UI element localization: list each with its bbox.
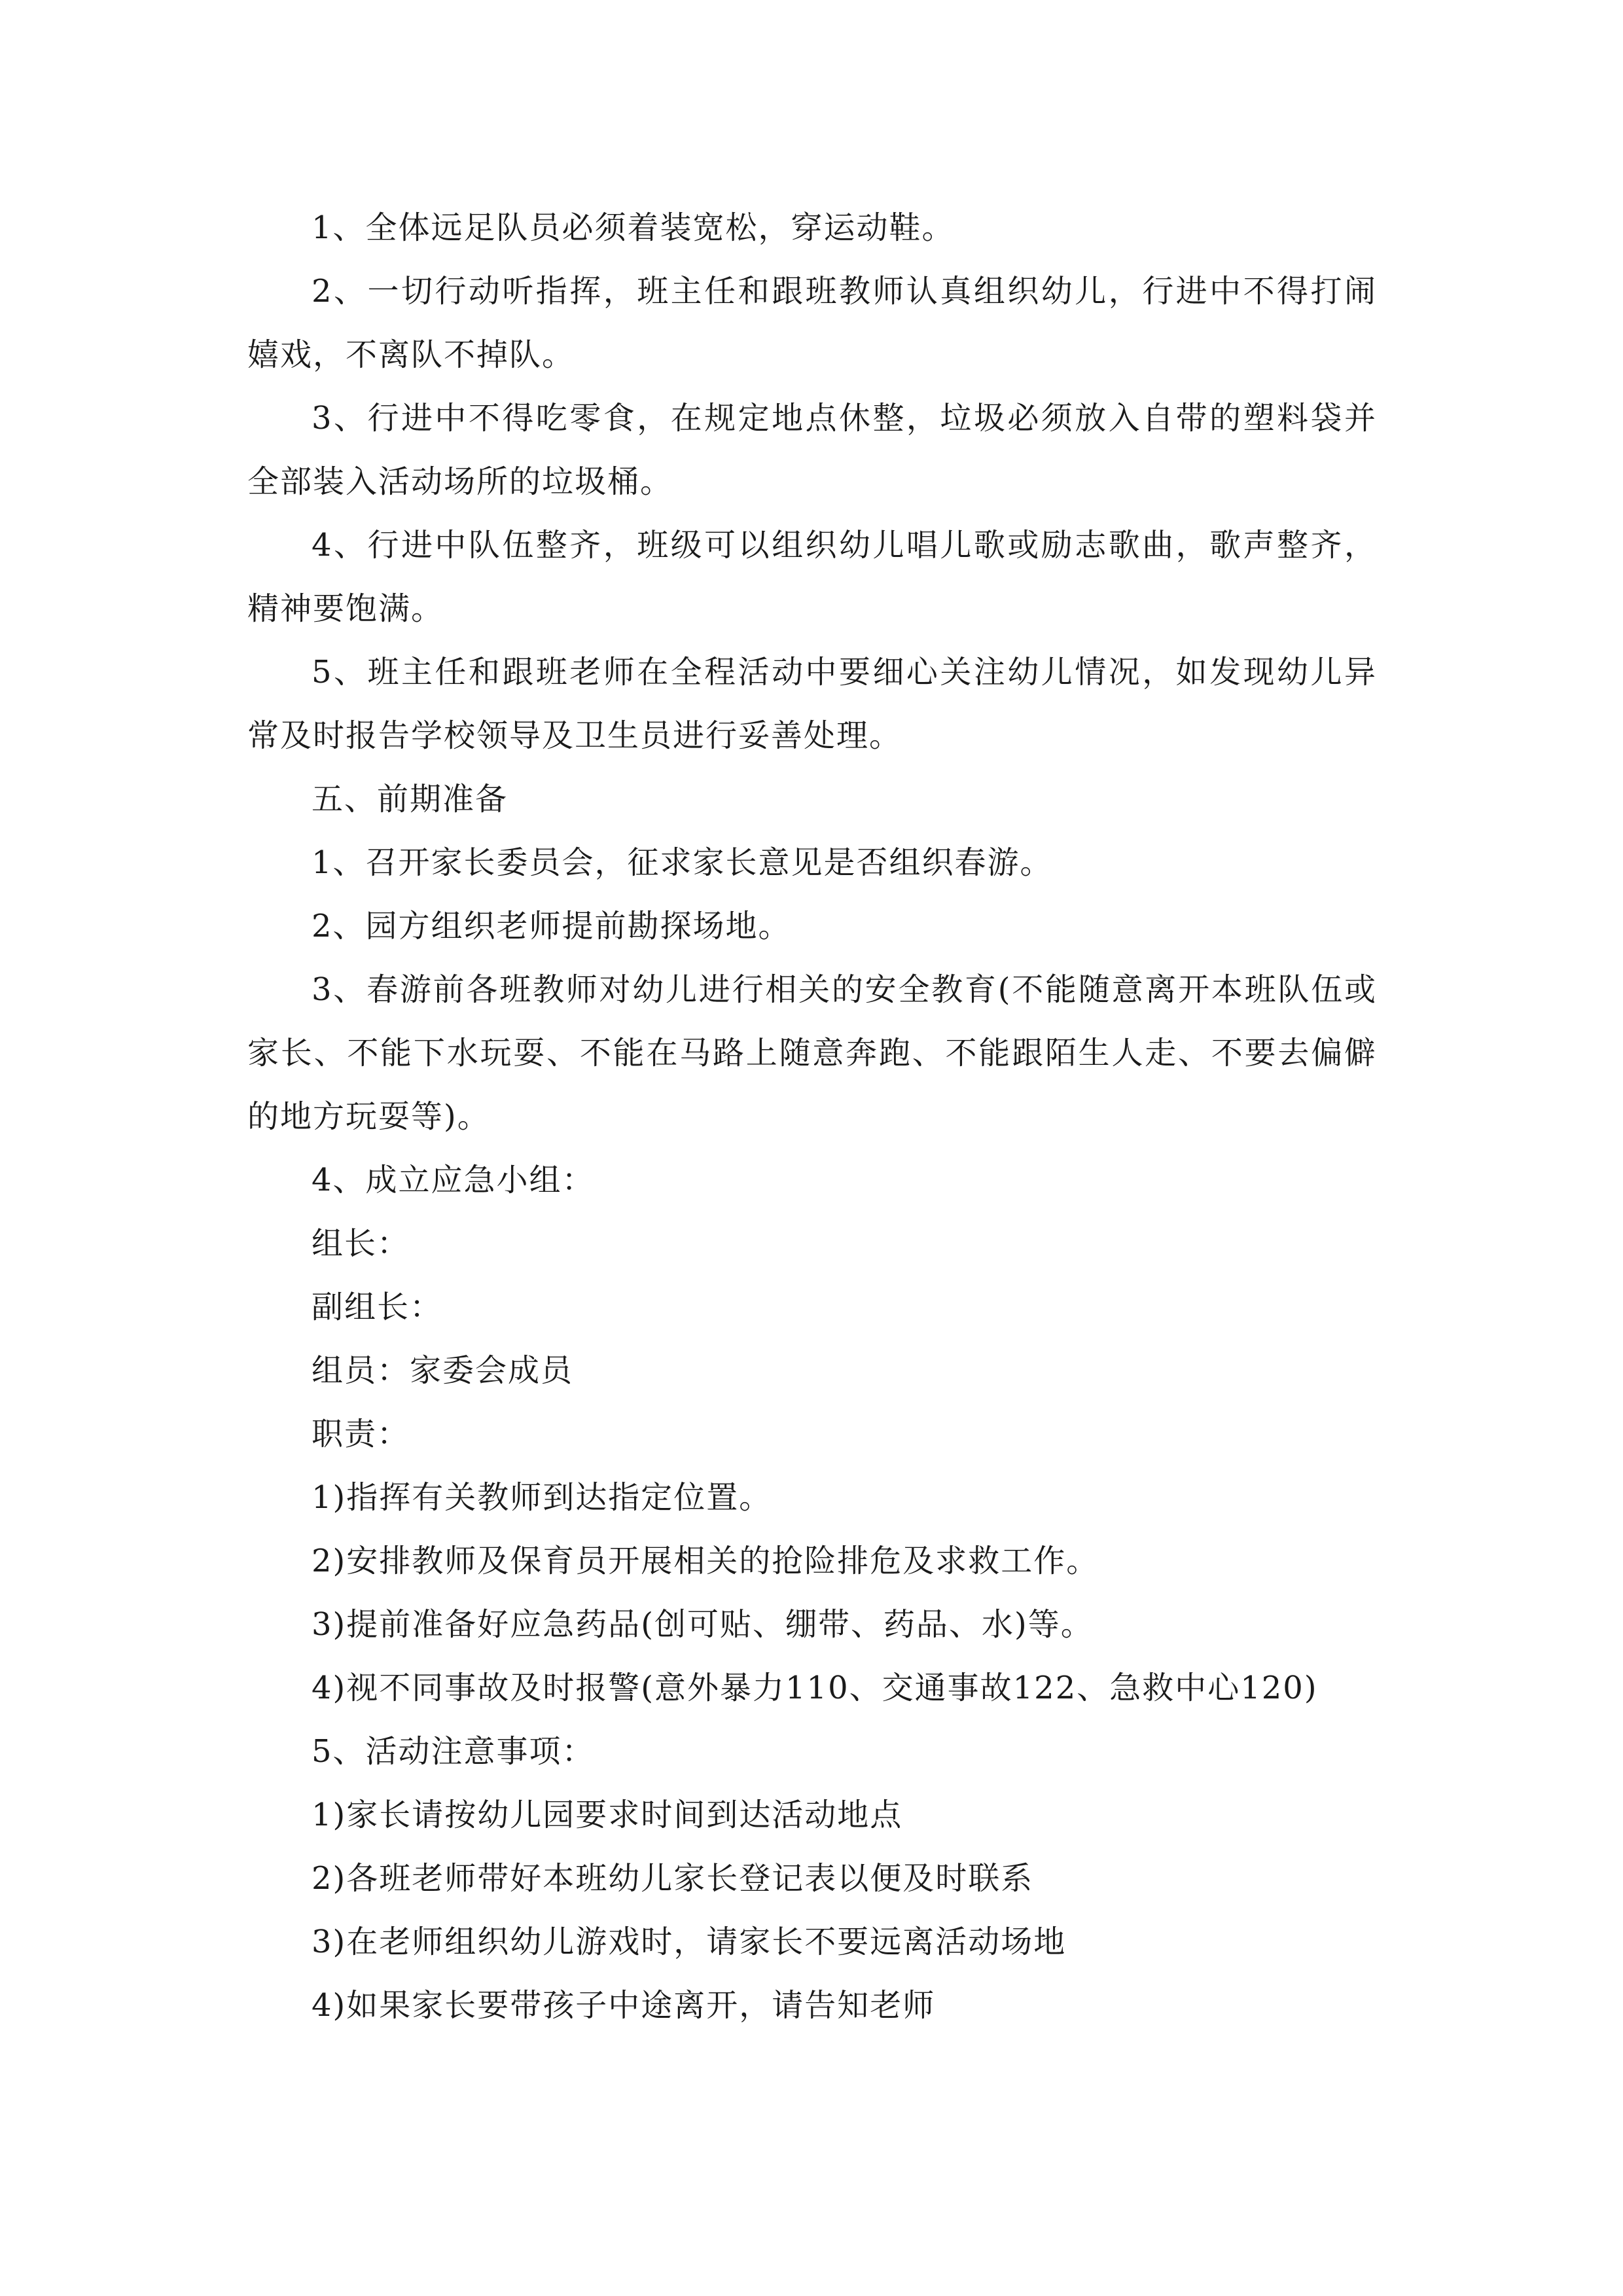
note-item-2: 2)各班老师带好本班幼儿家长登记表以便及时联系 [312, 1860, 1034, 1897]
rule-5: 5、班主任和跟班老师在全程活动中要细心关注幼儿情况，如发现幼儿异常及时报告学校领导及卫生员进行妥善处理。 [247, 654, 1377, 754]
prep-item-1: 1、召开家长委员会，征求家长意见是否组织春游。 [312, 844, 1053, 881]
prep-item-3: 3、春游前各班教师对幼儿进行相关的安全教育(不能随意离开本班队伍或家长、不能下水玩耍、不能在马路上随意奔跑、不能跟陌生人走、不要去偏僻的地方玩耍等)。 [247, 971, 1377, 1135]
duty-item-4: 4)视不同事故及时报警(意外暴力110、交通事故122、急救中心120) [312, 1670, 1318, 1706]
emergency-leader: 组长： [312, 1225, 410, 1262]
note-item-4: 4)如果家长要带孩子中途离开，请告知老师 [312, 1987, 936, 2024]
note-item-1: 1)家长请按幼儿园要求时间到达活动地点 [312, 1797, 903, 1833]
rule-2: 2、一切行动听指挥，班主任和跟班教师认真组织幼儿，行进中不得打闹嬉戏，不离队不掉队。 [247, 273, 1377, 373]
duty-item-2: 2)安排教师及保育员开展相关的抢险排危及求救工作。 [312, 1543, 1099, 1579]
emergency-members: 组员：家委会成员 [312, 1352, 574, 1389]
emergency-group-title: 4、成立应急小组： [312, 1162, 595, 1198]
emergency-vice-leader: 副组长： [312, 1289, 443, 1325]
note-item-3: 3)在老师组织幼儿游戏时，请家长不要远离活动场地 [312, 1924, 1067, 1960]
duty-item-3: 3)提前准备好应急药品(创可贴、绷带、药品、水)等。 [312, 1606, 1094, 1643]
duty-item-1: 1)指挥有关教师到达指定位置。 [312, 1479, 772, 1516]
rule-1: 1、全体远足队员必须着装宽松，穿运动鞋。 [312, 209, 955, 246]
prep-item-2: 2、园方组织老师提前勘探场地。 [312, 908, 791, 944]
rule-4: 4、行进中队伍整齐，班级可以组织幼儿唱儿歌或励志歌曲，歌声整齐，精神要饱满。 [247, 527, 1377, 627]
document-body [247, 196, 1377, 2037]
emergency-duties-title: 职责： [312, 1416, 410, 1452]
section-heading-preparation: 五、前期准备 [312, 781, 508, 817]
notes-title: 5、活动注意事项： [312, 1733, 595, 1770]
rule-3: 3、行进中不得吃零食，在规定地点休整，垃圾必须放入自带的塑料袋并全部装入活动场所的垃圾桶。 [247, 400, 1377, 500]
